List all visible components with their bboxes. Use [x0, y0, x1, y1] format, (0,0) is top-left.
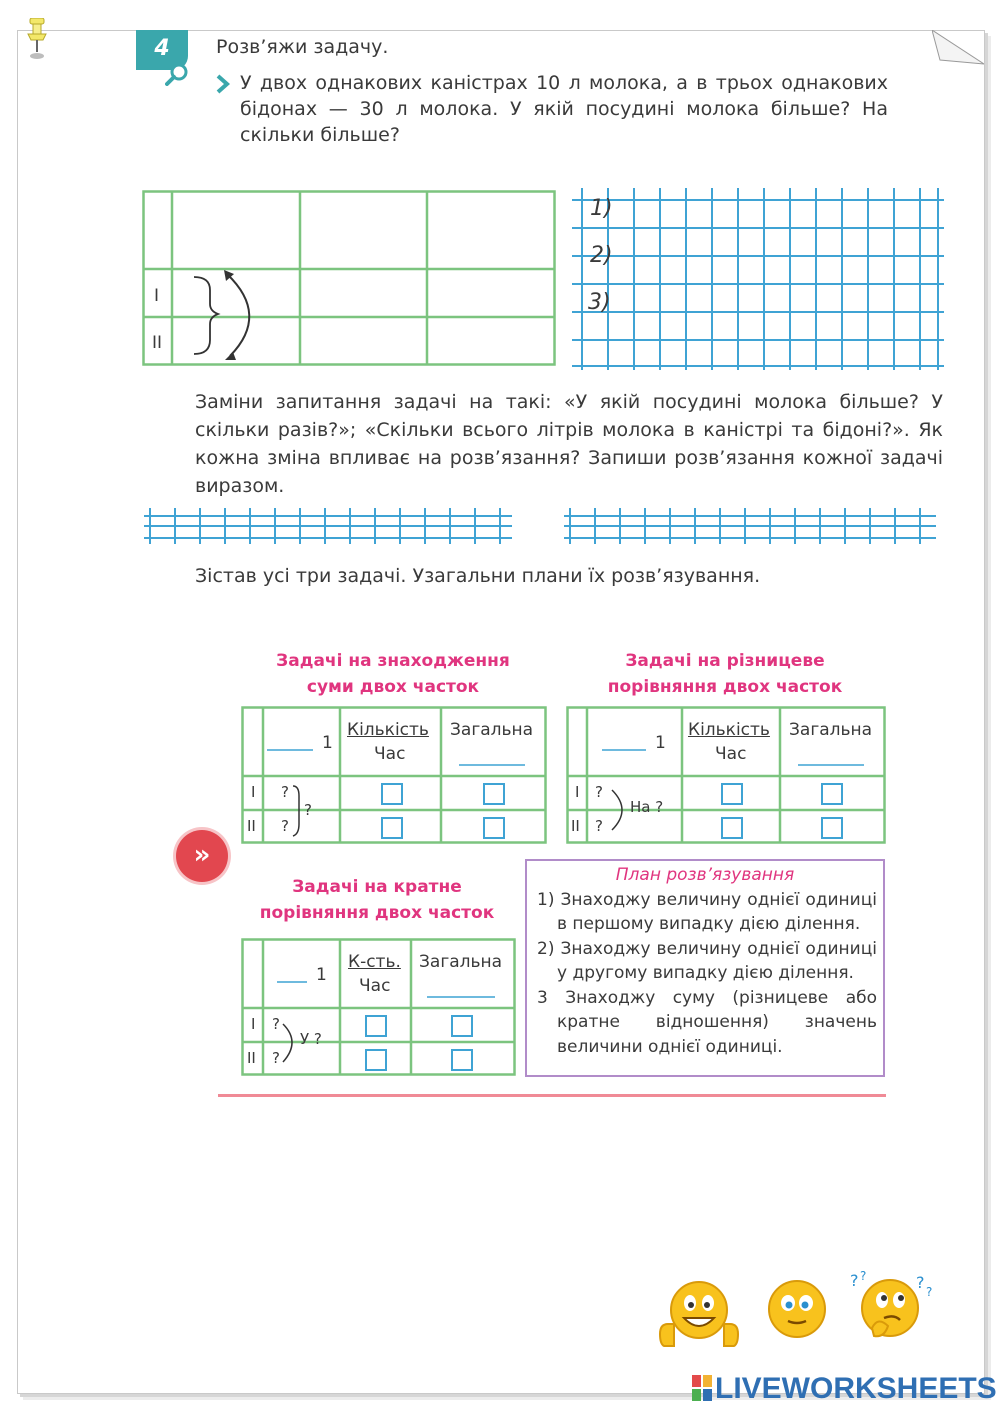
- mult-box-1a[interactable]: [365, 1015, 387, 1037]
- next-button[interactable]: »: [176, 830, 228, 882]
- diff-box-1a[interactable]: [721, 783, 743, 805]
- sum-row-2: II: [247, 817, 256, 835]
- problem-text: У двох однакових каністрах 10 л молока, а в трьох однакових бідонах — 30 л молока. У якій посудині молока більше? На скільки більше?: [240, 72, 888, 146]
- mult-row-1: I: [251, 1015, 256, 1033]
- mult-box-2a[interactable]: [365, 1049, 387, 1071]
- diff-row-2: II: [571, 817, 580, 835]
- thumbs-up-smiley-icon[interactable]: [656, 1278, 742, 1350]
- magnifier-icon: [165, 62, 189, 86]
- sum-answer: ?: [304, 801, 312, 819]
- divider: [218, 1094, 886, 1097]
- brand-name: LIVEWORKSHEETS: [715, 1372, 997, 1405]
- instruction-compare: Зістав усі три задачі. Узагальни плани їх розв’язування.: [195, 565, 761, 587]
- sum-box-2b[interactable]: [483, 817, 505, 839]
- svg-text:?: ?: [916, 1273, 925, 1292]
- answer-line-2[interactable]: [564, 508, 936, 544]
- mult-col3: Загальна: [419, 952, 503, 972]
- pushpin-icon: [26, 18, 48, 60]
- mult-q1: ?: [272, 1015, 280, 1033]
- diff-box-2a[interactable]: [721, 817, 743, 839]
- diff-row-1: I: [575, 783, 580, 801]
- neutral-smiley-icon[interactable]: [766, 1278, 828, 1340]
- diff-box-2b[interactable]: [821, 817, 843, 839]
- sum-box-2a[interactable]: [381, 817, 403, 839]
- sum-col2-bottom: Час: [374, 744, 406, 764]
- row-label-1: I: [154, 286, 160, 306]
- diff-col2-top: Кількість: [688, 720, 770, 740]
- svg-text:?: ?: [860, 1269, 867, 1283]
- brand-logo: [692, 1372, 997, 1406]
- instruction-change: Заміни запитання задачі на такі: «У якій посудині молока більше? У скільки разів?»; «Скільки всього літрів молока в каністрі та бідоні?». Як кожна зміна впливає на розв’язання? Запиши розв’язання кожної задачі виразом.: [195, 391, 943, 497]
- sum-col2-top: Кількість: [347, 720, 429, 740]
- liveworksheets-icon: [692, 1375, 712, 1401]
- mult-col2-bottom: Час: [359, 976, 391, 996]
- sum-col3: Загальна: [450, 720, 534, 740]
- step-label-2: 2): [590, 243, 613, 268]
- sum-row-1: I: [251, 783, 256, 801]
- step-label-1: 1): [590, 196, 613, 221]
- answer-line-1[interactable]: [144, 508, 512, 544]
- diff-box-1b[interactable]: [821, 783, 843, 805]
- sum-q1: ?: [281, 783, 289, 801]
- step-label-3: 3): [588, 290, 611, 315]
- diff-title: Задачі на різницеве порівняння двох часток: [607, 651, 843, 697]
- solution-plan: [525, 859, 885, 1077]
- mult-q2: ?: [272, 1049, 280, 1067]
- thinking-smiley-icon[interactable]: [848, 1266, 940, 1346]
- diff-col3: Загальна: [789, 720, 873, 740]
- plan-item-1: 1) Знаходжу величину однієї одиниці в першому випадку дією ділення.: [537, 889, 877, 934]
- plan-title: План розв’язування: [615, 865, 795, 885]
- chevron-right-icon: [216, 74, 230, 94]
- mult-box-2b[interactable]: [451, 1049, 473, 1071]
- squared-grid[interactable]: [572, 188, 944, 370]
- task-heading: Розв’яжи задачу.: [216, 36, 389, 58]
- mult-col2-top: К-сть.: [348, 952, 401, 972]
- diff-answer: На ?: [630, 798, 664, 816]
- sum-box-1a[interactable]: [381, 783, 403, 805]
- diff-q2: ?: [595, 817, 603, 835]
- mult-answer: У ?: [300, 1030, 322, 1048]
- sum-box-1b[interactable]: [483, 783, 505, 805]
- diff-col1: 1: [655, 733, 666, 753]
- diff-q1: ?: [595, 783, 603, 801]
- svg-text:?: ?: [926, 1285, 933, 1299]
- svg-text:?: ?: [850, 1271, 859, 1290]
- mult-box-1b[interactable]: [451, 1015, 473, 1037]
- task-number: 4: [136, 30, 188, 70]
- plan-item-2: 2) Знаходжу величину однієї одиниці у другому випадку дією ділення.: [537, 938, 877, 983]
- row-label-2: II: [152, 333, 163, 353]
- condition-table: [142, 190, 556, 366]
- plan-item-3: 3 Знаходжу суму (різницеве або кратне відношення) значень величини однієї одиниці.: [537, 987, 877, 1057]
- sum-col1: 1: [322, 733, 333, 753]
- mult-col1: 1: [316, 965, 327, 985]
- diff-col2-bottom: Час: [715, 744, 747, 764]
- mult-row-2: II: [247, 1049, 256, 1067]
- sum-q2: ?: [281, 817, 289, 835]
- sum-title: Задачі на знаходження суми двох часток: [276, 651, 510, 697]
- page-curl-icon: [932, 30, 984, 66]
- mult-title: Задачі на кратне порівняння двох часток: [259, 877, 495, 923]
